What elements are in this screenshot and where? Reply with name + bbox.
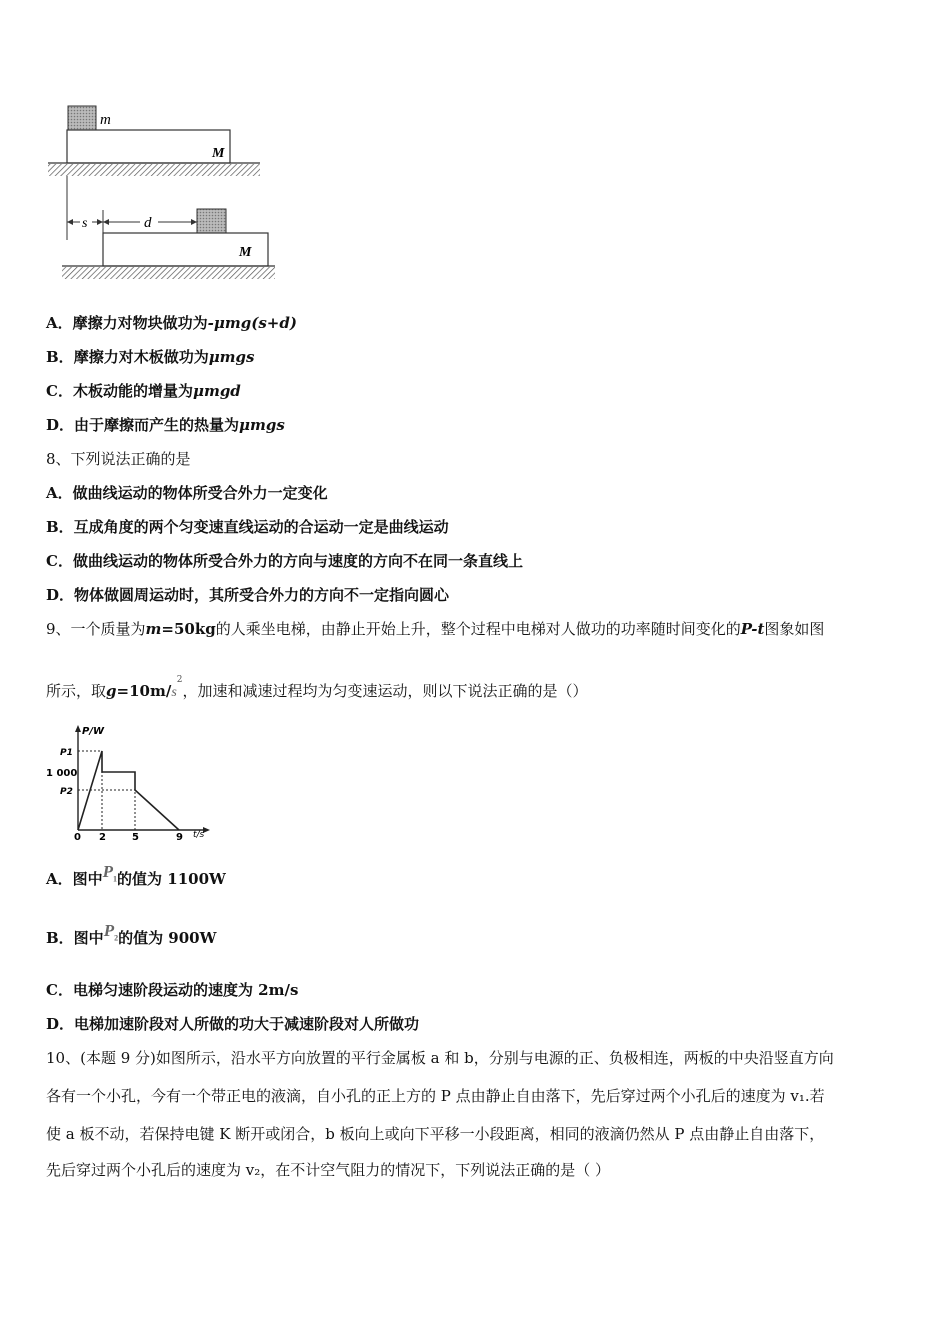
graph-ylabel: P/W [82, 726, 105, 737]
block-board-diagram [40, 100, 280, 285]
q10-line3: 使 a 板不动，若保持电键 K 断开或闭合，b 板向上或向下平移一小段距离，相同的液滴仍然从 P 点由静止自由落下， [46, 1125, 825, 1143]
q10-line4: 先后穿过两个小孔后的速度为 v₂，在不计空气阻力的情况下，下列说法正确的是（ ） [46, 1161, 611, 1179]
q7-option-d: D．由于摩擦而产生的热量为μmgs [46, 416, 285, 434]
block-m-top [68, 106, 96, 130]
q8-option-b: B．互成角度的两个匀变速直线运动的合运动一定是曲线运动 [46, 518, 449, 536]
graph-tick-1000: 1 000 [46, 768, 78, 779]
q10-line2: 各有一个小孔，今有一个带正电的液滴，自小孔的正上方的 P 点由静止自由落下，先后穿过两个小孔后的速度为 v₁.若 [46, 1087, 825, 1105]
graph-curve [78, 751, 179, 830]
q9-option-a: A．图中$P_1$的值为 1100W [46, 862, 226, 888]
board-M-top [67, 130, 230, 163]
q7-option-c: C．木板动能的增量为μmgd [46, 382, 241, 400]
label-s: s [82, 216, 88, 231]
label-m: m [100, 112, 111, 128]
q9-option-c: C．电梯匀速阶段运动的速度为 2m/s [46, 981, 299, 999]
q8-stem: 8、下列说法正确的是 [46, 450, 191, 468]
label-M-bottom: M [239, 245, 252, 260]
graph-tick-5: 5 [132, 832, 139, 840]
block-m-bottom [197, 209, 226, 233]
label-M-top: M [212, 146, 225, 161]
graph-xlabel: t/s [193, 830, 205, 840]
p-t-graph [46, 722, 216, 840]
q9-stem-line2: 所示，取$g=10m/s^2$，加速和减速过程均为匀变速运动，则以下说法正确的是（） [46, 675, 588, 700]
q9-option-d: D．电梯加速阶段对人所做的功大于减速阶段对人所做功 [46, 1015, 420, 1033]
q8-option-a: A．做曲线运动的物体所受合外力一定变化 [46, 484, 328, 502]
graph-tick-9: 9 [176, 832, 183, 840]
graph-p2-label: P2 [60, 787, 73, 797]
graph-p1-label: P1 [60, 748, 73, 758]
graph-origin: 0 [74, 832, 81, 840]
q9-stem-line1: 9、一个质量为m=50kg的人乘坐电梯，由静止开始上升，整个过程中电梯对人做功的功率随时间变化的P-t图象如图 [46, 620, 825, 638]
q8-option-c: C．做曲线运动的物体所受合外力的方向与速度的方向不在同一条直线上 [46, 552, 523, 570]
q7-option-a: A．摩擦力对物块做功为-μmg(s+d) [46, 314, 297, 332]
graph-tick-2: 2 [99, 832, 106, 840]
q10-line1: 10、(本题 9 分)如图所示，沿水平方向放置的平行金属板 a 和 b，分别与电源的正、负极相连，两板的中央沿竖直方向 [46, 1049, 834, 1067]
q7-option-b: B．摩擦力对木板做功为μmgs [46, 348, 255, 366]
label-d: d [144, 215, 152, 231]
q9-option-b: B．图中$P_2$的值为 900W [46, 921, 217, 947]
q8-option-d: D．物体做圆周运动时，其所受合外力的方向不一定指向圆心 [46, 586, 450, 604]
